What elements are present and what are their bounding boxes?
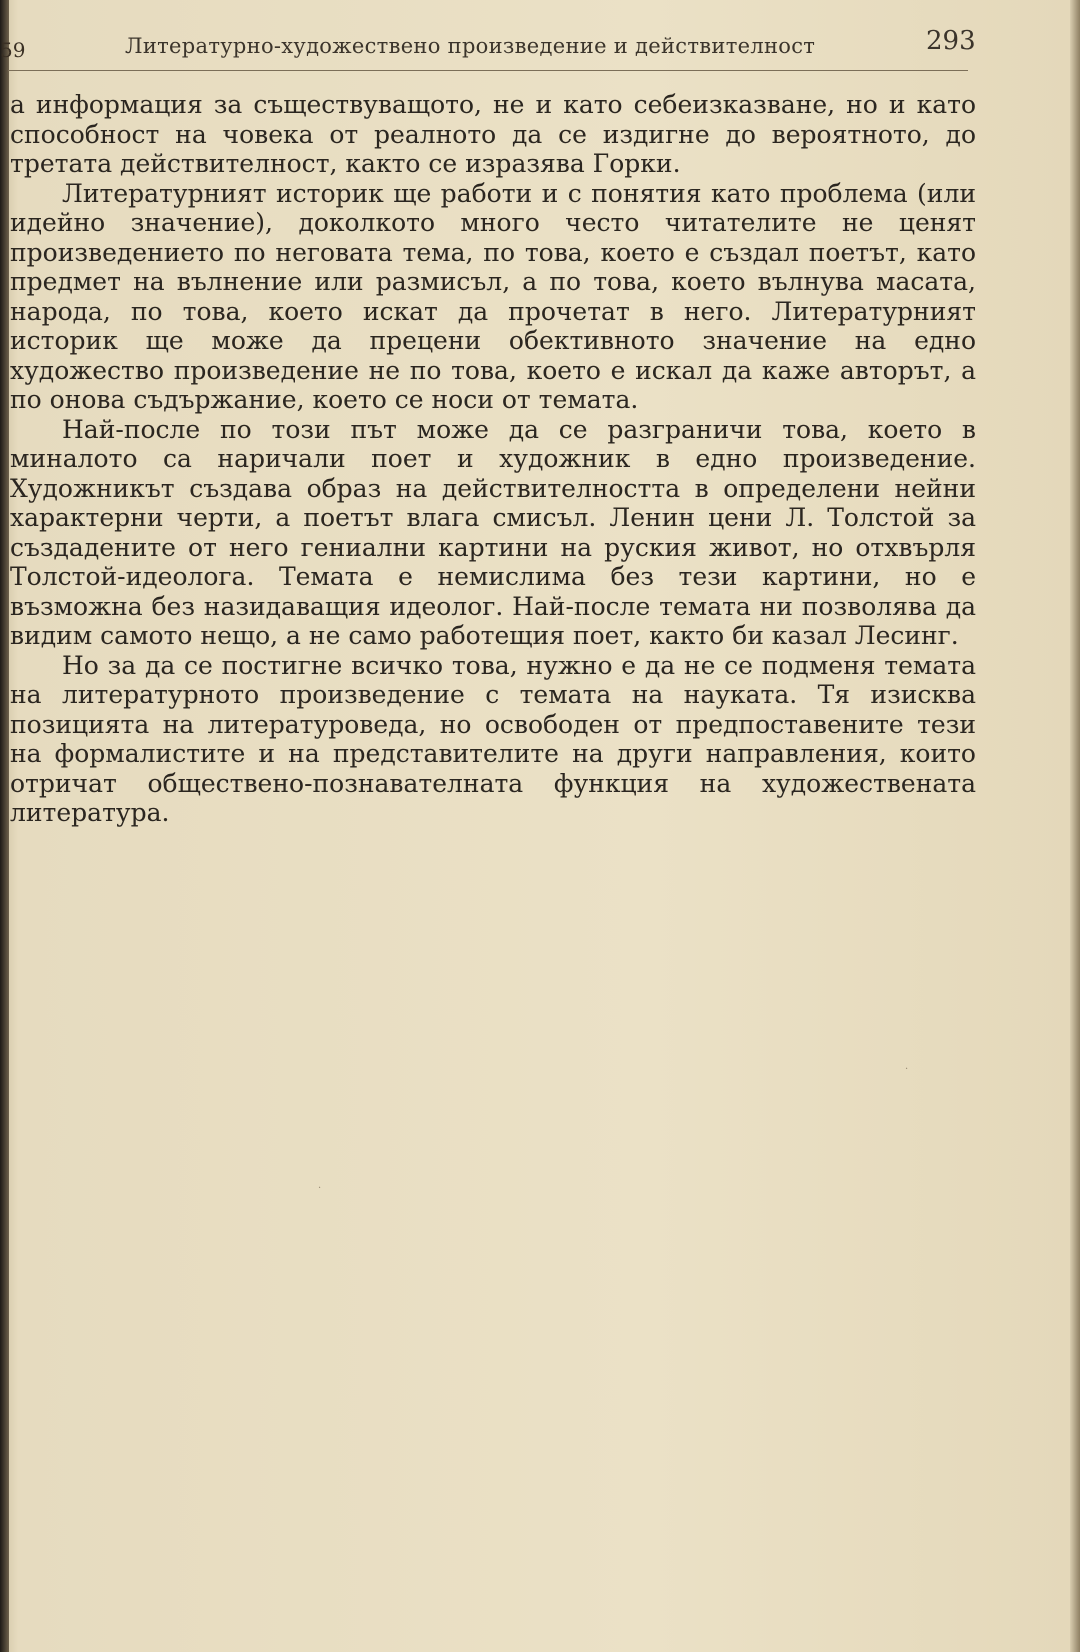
page-edge	[1070, 0, 1080, 1652]
header-rule	[8, 70, 968, 71]
paper-speck: ·	[318, 1183, 322, 1194]
paragraph: Но за да се постигне всичко това, нужно е да не се подменя темата на литературното произведение с темата на науката. Тя изисква позицията на литературоведа, но освободен от предпоставените тези на формалистите и на представителите на други направления, които отричат обществено-познавателната функция на художествената литература.	[10, 650, 976, 827]
paragraph: Литературният историк ще работи и с понятия като проблема (или идейно значение), доколкото много често читателите не ценят произведението по неговата тема, по това, което е създал поетът, като предмет на вълнение или размисъл, а по това, което вълнува масата, народа, по това, което искат да прочетат в него. Литературният историк ще може да прецени обективното значение на едно художество произведение не по това, което е искал да каже авторът, а по онова съдържание, което се носи от темата.	[10, 178, 976, 414]
adjacent-page-number: 59	[0, 38, 26, 62]
running-header	[0, 22, 1000, 68]
body-text	[10, 90, 976, 828]
paragraph: а информация за съществуващото, не и като себеизказване, но и като способност на човека от реалното да се издигне до вероятното, до третата действителност, както се изразява Горки.	[10, 90, 976, 178]
book-spine	[0, 0, 9, 1652]
paper-speck: ·	[905, 1064, 909, 1075]
paragraph: Най-после по този път може да се разграничи това, което в миналото са наричали поет и художник в едно произведение. Художникът създава образ на действителността в определени нейни характерни черти, а поетът влага смисъл. Ленин цени Л. Толстой за създадените от него гениални картини на руския живот, но отхвърля Толстой-идеолога. Темата е немислима без тези картини, но е възможна без назидаващия идеолог. Най-после темата ни позволява да видим самото нещо, а не само работещия поет, както би казал Лесинг.	[10, 414, 976, 650]
page-number: 293	[926, 26, 976, 56]
running-title: Литературно-художествено произведение и действителност	[125, 34, 816, 58]
